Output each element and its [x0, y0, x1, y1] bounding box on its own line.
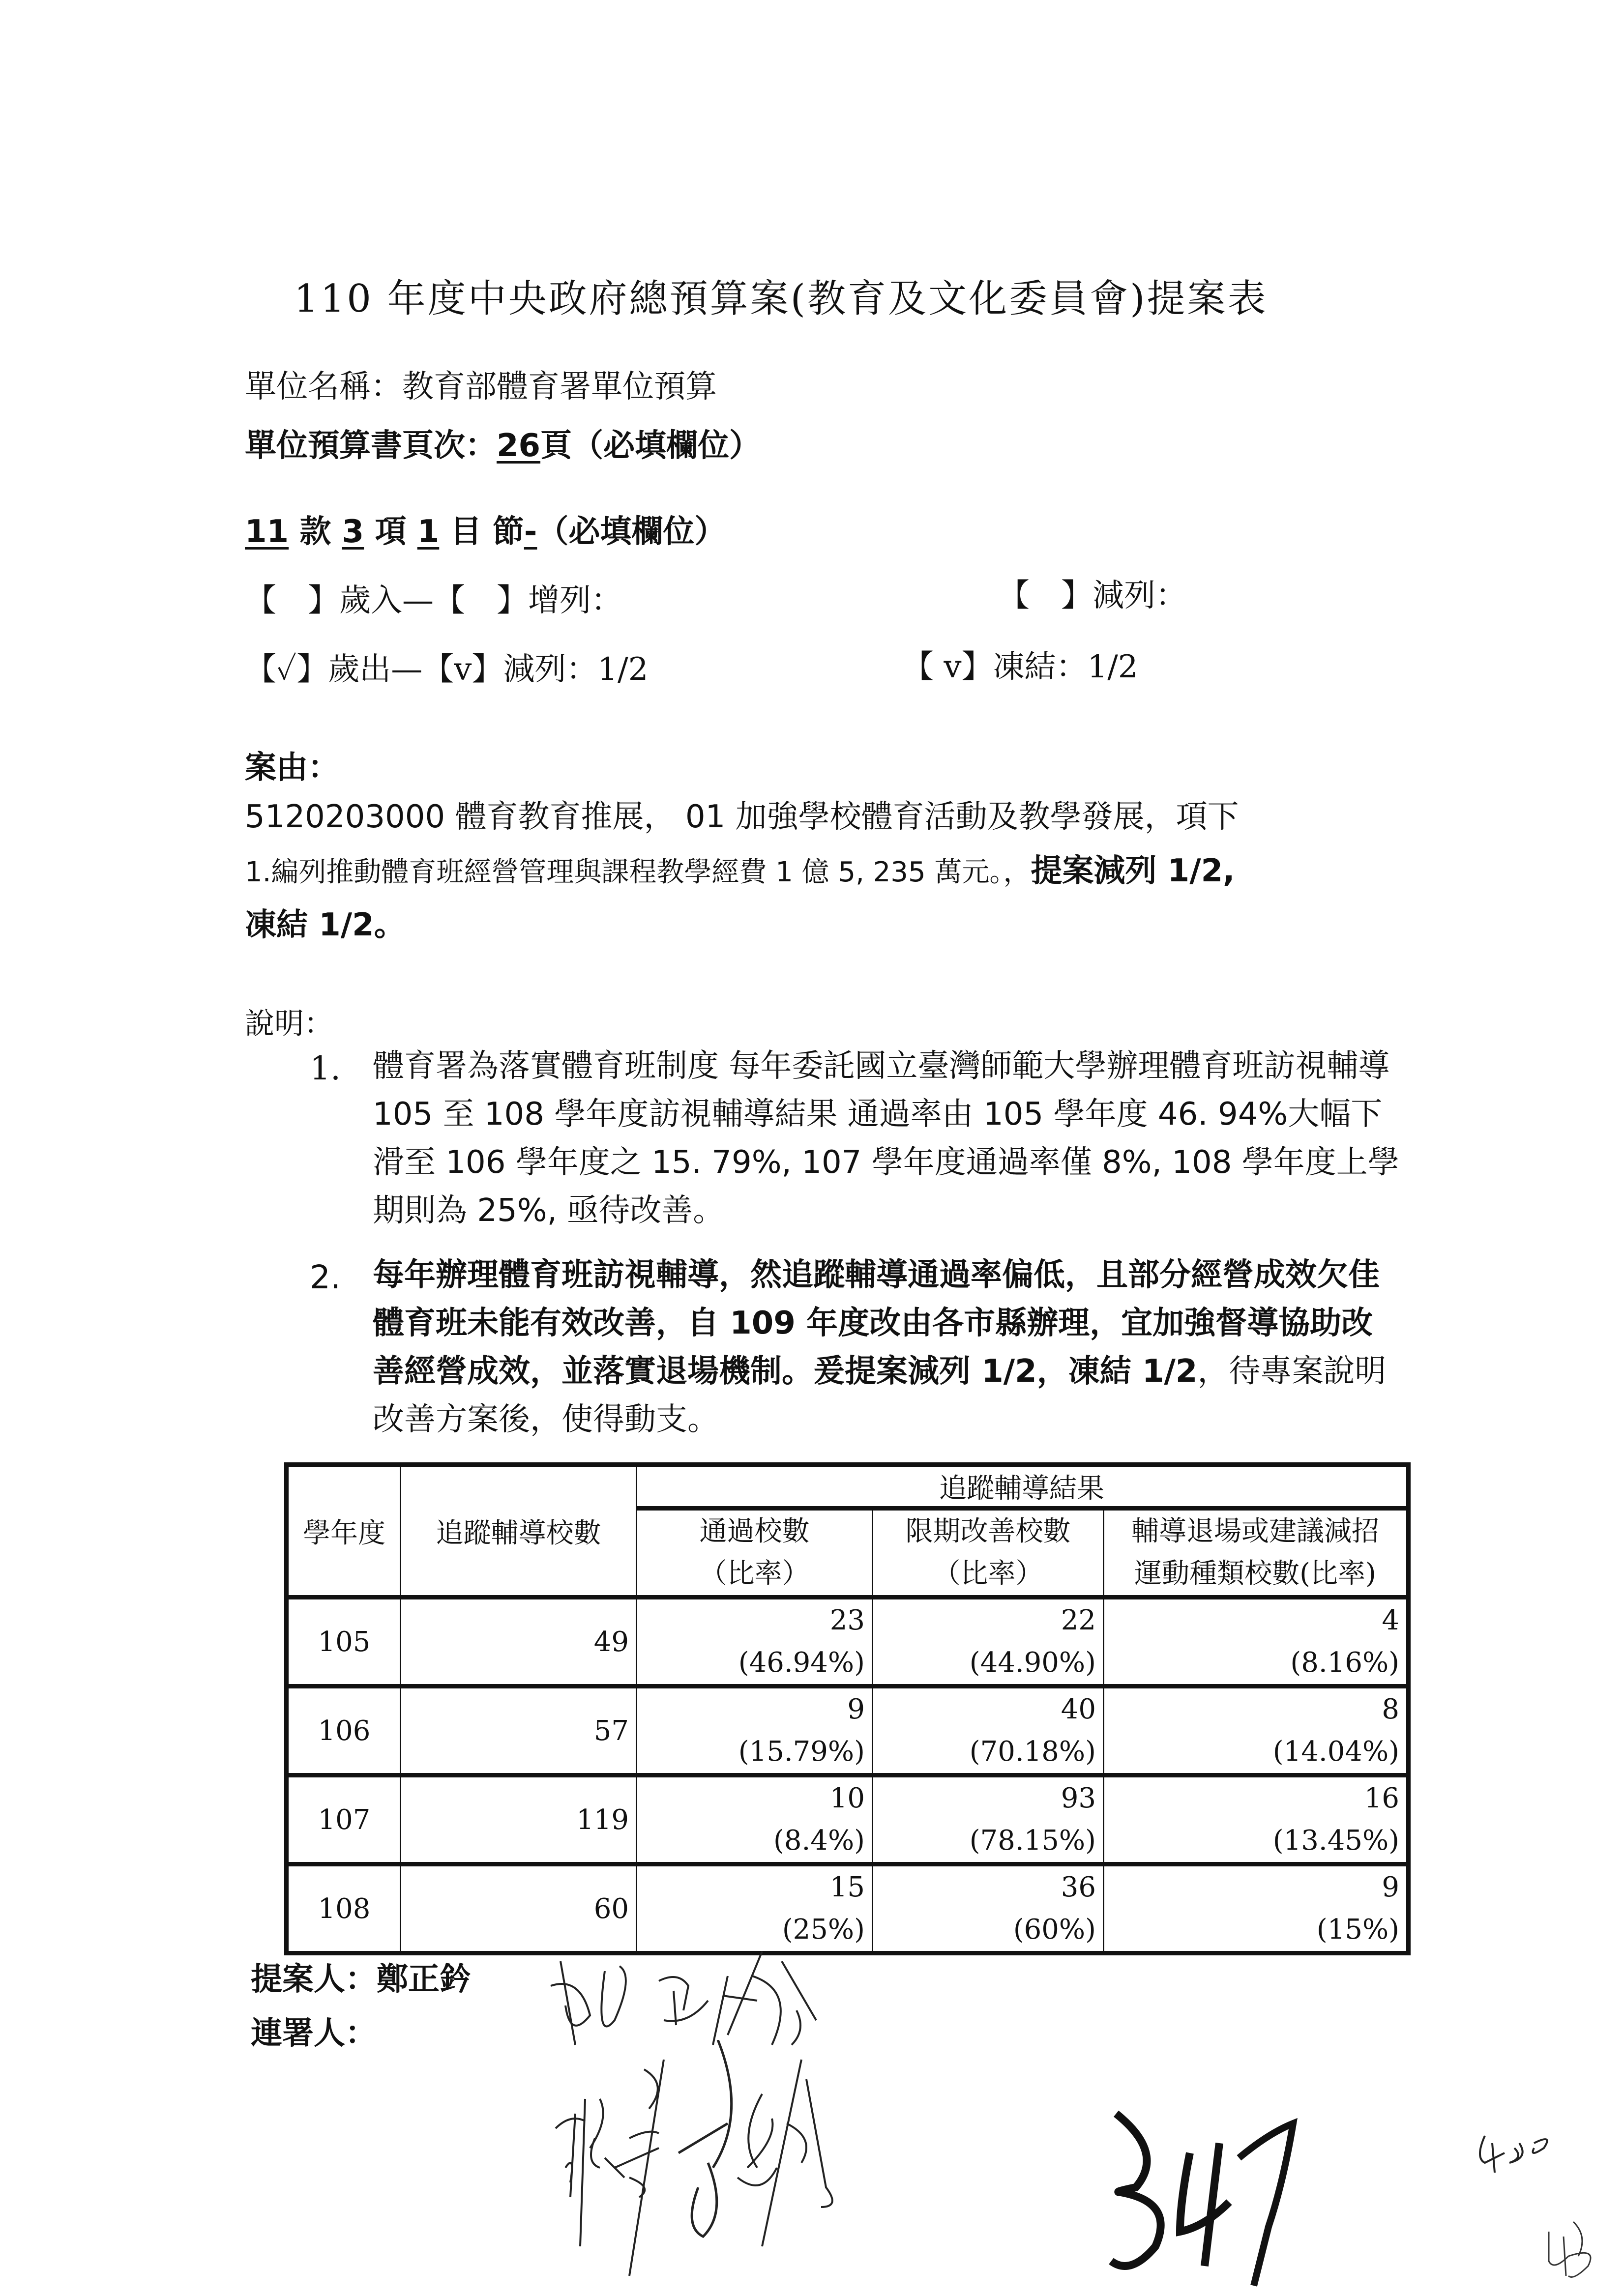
revenue-cut — [998, 570, 1187, 615]
cell-pass-rate: (8.4%) — [773, 1825, 865, 1857]
cell-year: 108 — [318, 1892, 371, 1925]
header-exit-line1: 輔導退場或建議減招 — [1131, 1515, 1379, 1547]
proposer — [251, 1954, 471, 1999]
header-exit-line2: 運動種類校數(比率) — [1134, 1558, 1376, 1590]
unit-name: 單位名稱：教育部體育署單位預算 — [245, 369, 717, 405]
reason-line-1: 5120203000 體育教育推展， 01 加強學校體育活動及教學發展，項下 — [245, 799, 1239, 835]
cell-exit-rate: (15%) — [1316, 1914, 1400, 1946]
cell-exit — [1104, 1686, 1409, 1775]
cell-tracked: 49 — [593, 1626, 629, 1658]
revenue-add-label: 增列： — [528, 582, 622, 619]
cell-exit — [1104, 1598, 1409, 1686]
kuan-number: 11 — [245, 514, 289, 550]
proposer-label: 提案人： — [251, 1961, 377, 1998]
cell-pass-count: 15 — [829, 1871, 865, 1903]
page-reference — [245, 420, 761, 465]
cell-exit-count: 8 — [1382, 1693, 1400, 1725]
table-row — [287, 1686, 1409, 1775]
revenue-row — [245, 575, 622, 620]
cell-improve — [873, 1775, 1104, 1864]
item-2-text — [373, 1251, 1400, 1444]
header-tracked: 追蹤輔導校數 — [401, 1465, 637, 1598]
header-group: 追蹤輔導結果 — [637, 1465, 1409, 1509]
kuan-label: 款 — [299, 514, 331, 550]
explanation-heading: 說明： — [245, 1007, 333, 1041]
proposer-signature — [541, 1947, 885, 2055]
cell-pass-rate: (25%) — [782, 1914, 865, 1946]
page-ref-suffix: 頁（必填欄位） — [540, 428, 761, 464]
follow-up-table — [284, 1462, 1411, 1955]
cell-year — [287, 1686, 401, 1775]
cell-pass-rate: (15.79%) — [738, 1736, 865, 1768]
header-pass-line1: 通過校數 — [699, 1515, 810, 1547]
cell-pass — [637, 1864, 873, 1953]
expenditure-cut-label: 減列：1/2 — [503, 651, 649, 688]
cell-pass-count: 10 — [829, 1782, 865, 1814]
page-ref-number: 26 — [497, 428, 541, 464]
cell-year — [287, 1598, 401, 1686]
table-row — [287, 1864, 1409, 1953]
cell-exit-rate: (8.16%) — [1290, 1647, 1400, 1679]
revenue-checkbox[interactable]: 【 】 — [245, 582, 339, 619]
reason-line-2 — [245, 845, 1235, 891]
handwritten-initial — [1539, 2217, 1603, 2281]
header-exit — [1104, 1509, 1409, 1598]
cell-improve-rate: (44.90%) — [969, 1647, 1096, 1679]
header-improve — [873, 1509, 1104, 1598]
table-row — [287, 1775, 1409, 1864]
cell-improve-count: 93 — [1061, 1782, 1096, 1814]
cell-improve-rate: (78.15%) — [969, 1825, 1096, 1857]
cell-tracked — [401, 1686, 637, 1775]
handwritten-number-347 — [1106, 2104, 1313, 2291]
cell-pass — [637, 1775, 873, 1864]
reason-line-3: 凍結 1/2。 — [245, 907, 406, 943]
expenditure-label: 歲出— — [328, 651, 423, 688]
header-improve-line1: 限期改善校數 — [905, 1515, 1071, 1547]
mu-label: 目 — [450, 514, 482, 550]
page-ref-prefix: 單位預算書頁次： — [245, 428, 497, 464]
required-note: （必填欄位） — [537, 514, 726, 550]
cell-improve-rate: (70.18%) — [969, 1736, 1096, 1768]
cell-pass-rate: (46.94%) — [738, 1647, 865, 1679]
proposer-name: 鄭正鈐 — [377, 1961, 471, 1998]
expenditure-freeze — [902, 641, 1138, 687]
reason-line-2-bold: 提案減列 1/2, — [1031, 853, 1235, 889]
revenue-cut-checkbox[interactable]: 【 】 — [998, 578, 1093, 614]
cell-improve — [873, 1864, 1104, 1953]
cell-exit-count: 16 — [1364, 1782, 1400, 1814]
mu-number: 1 — [417, 514, 440, 550]
cell-improve — [873, 1686, 1104, 1775]
revenue-add-checkbox[interactable]: 【 】 — [434, 582, 528, 619]
jie-label: 節 — [492, 514, 524, 550]
header-improve-line2: （比率） — [933, 1558, 1043, 1590]
revenue-label: 歲入— — [339, 582, 434, 619]
item-2-bold: 每年辦理體育班訪視輔導，然追蹤輔導通過率偏低，且部分經營成效欠佳體育班未能有效改善，自 109 年度改由各市縣辦理，宜加強督導協助改善經營成效，並落實退場機制。爰提案減列 1/2，凍結 1/2 — [373, 1257, 1380, 1390]
xiang-label: 項 — [375, 514, 407, 550]
expenditure-row — [245, 644, 648, 689]
freeze-label: 凍結：1/2 — [993, 649, 1138, 685]
cell-tracked: 57 — [593, 1715, 629, 1747]
item-1-text: 體育署為落實體育班制度 每年委託國立臺灣師範大學辦理體育班訪視輔導 105 至 108 學年度訪視輔導結果 通過率由 105 學年度 46. 94%大幅下滑至 106 學年度之 15. 79%, 107 學年度通過率僅 8%, 108 學年度上學期則為 25%, 亟待改善。 — [373, 1048, 1399, 1229]
cell-improve-count: 36 — [1061, 1871, 1096, 1903]
cell-tracked: 60 — [593, 1892, 629, 1925]
item-2-normal: ，待專案說明改善方案後，使得動支。 — [373, 1353, 1387, 1438]
reason-heading: 案由： — [245, 750, 339, 786]
cell-year: 106 — [318, 1715, 371, 1747]
item-2-number: 2. — [310, 1258, 341, 1296]
header-pass — [637, 1509, 873, 1598]
cell-exit-count: 4 — [1382, 1604, 1400, 1636]
handwritten-number-450 — [1475, 2133, 1564, 2178]
cell-year: 107 — [318, 1803, 371, 1836]
expenditure-checkbox[interactable]: 【✓】 — [245, 651, 328, 688]
header-pass-line2: （比率） — [699, 1558, 810, 1590]
revenue-cut-label: 減列： — [1093, 578, 1187, 614]
page-title: 110 年度中央政府總預算案(教育及文化委員會)提案表 — [294, 277, 1268, 321]
cosigner-label: 連署人： — [251, 2015, 377, 2052]
cell-improve-count: 22 — [1061, 1604, 1096, 1636]
header-year: 學年度 — [287, 1465, 401, 1598]
cell-exit-rate: (13.45%) — [1272, 1825, 1400, 1857]
xiang-number: 3 — [342, 514, 364, 550]
cell-pass-count: 23 — [829, 1604, 865, 1636]
cell-tracked: 119 — [576, 1803, 629, 1836]
cell-improve — [873, 1598, 1104, 1686]
budget-reference — [245, 506, 726, 552]
cell-improve-count: 40 — [1061, 1693, 1096, 1725]
cell-tracked — [401, 1598, 637, 1686]
freeze-checkbox[interactable]: 【 v】 — [902, 649, 993, 685]
cell-year — [287, 1775, 401, 1864]
cell-exit-count: 9 — [1382, 1871, 1400, 1903]
cell-pass — [637, 1686, 873, 1775]
cell-pass — [637, 1598, 873, 1686]
cosigner-signatures — [551, 2040, 1141, 2296]
expenditure-cut-checkbox[interactable]: 【v】 — [422, 651, 503, 688]
cell-exit — [1104, 1864, 1409, 1953]
reason-line-2-text: 1.編列推動體育班經營管理與課程教學經費 1 億 5, 235 萬元。， — [245, 856, 1031, 888]
item-1-number: 1. — [310, 1049, 341, 1087]
cell-year: 105 — [318, 1626, 371, 1658]
cell-exit — [1104, 1775, 1409, 1864]
cell-exit-rate: (14.04%) — [1272, 1736, 1400, 1768]
cell-improve-rate: (60%) — [1013, 1914, 1096, 1946]
cell-tracked — [401, 1775, 637, 1864]
jie-number: - — [524, 514, 537, 550]
table-row — [287, 1598, 1409, 1686]
cell-pass-count: 9 — [847, 1693, 865, 1725]
cell-tracked — [401, 1864, 637, 1953]
cell-year — [287, 1864, 401, 1953]
